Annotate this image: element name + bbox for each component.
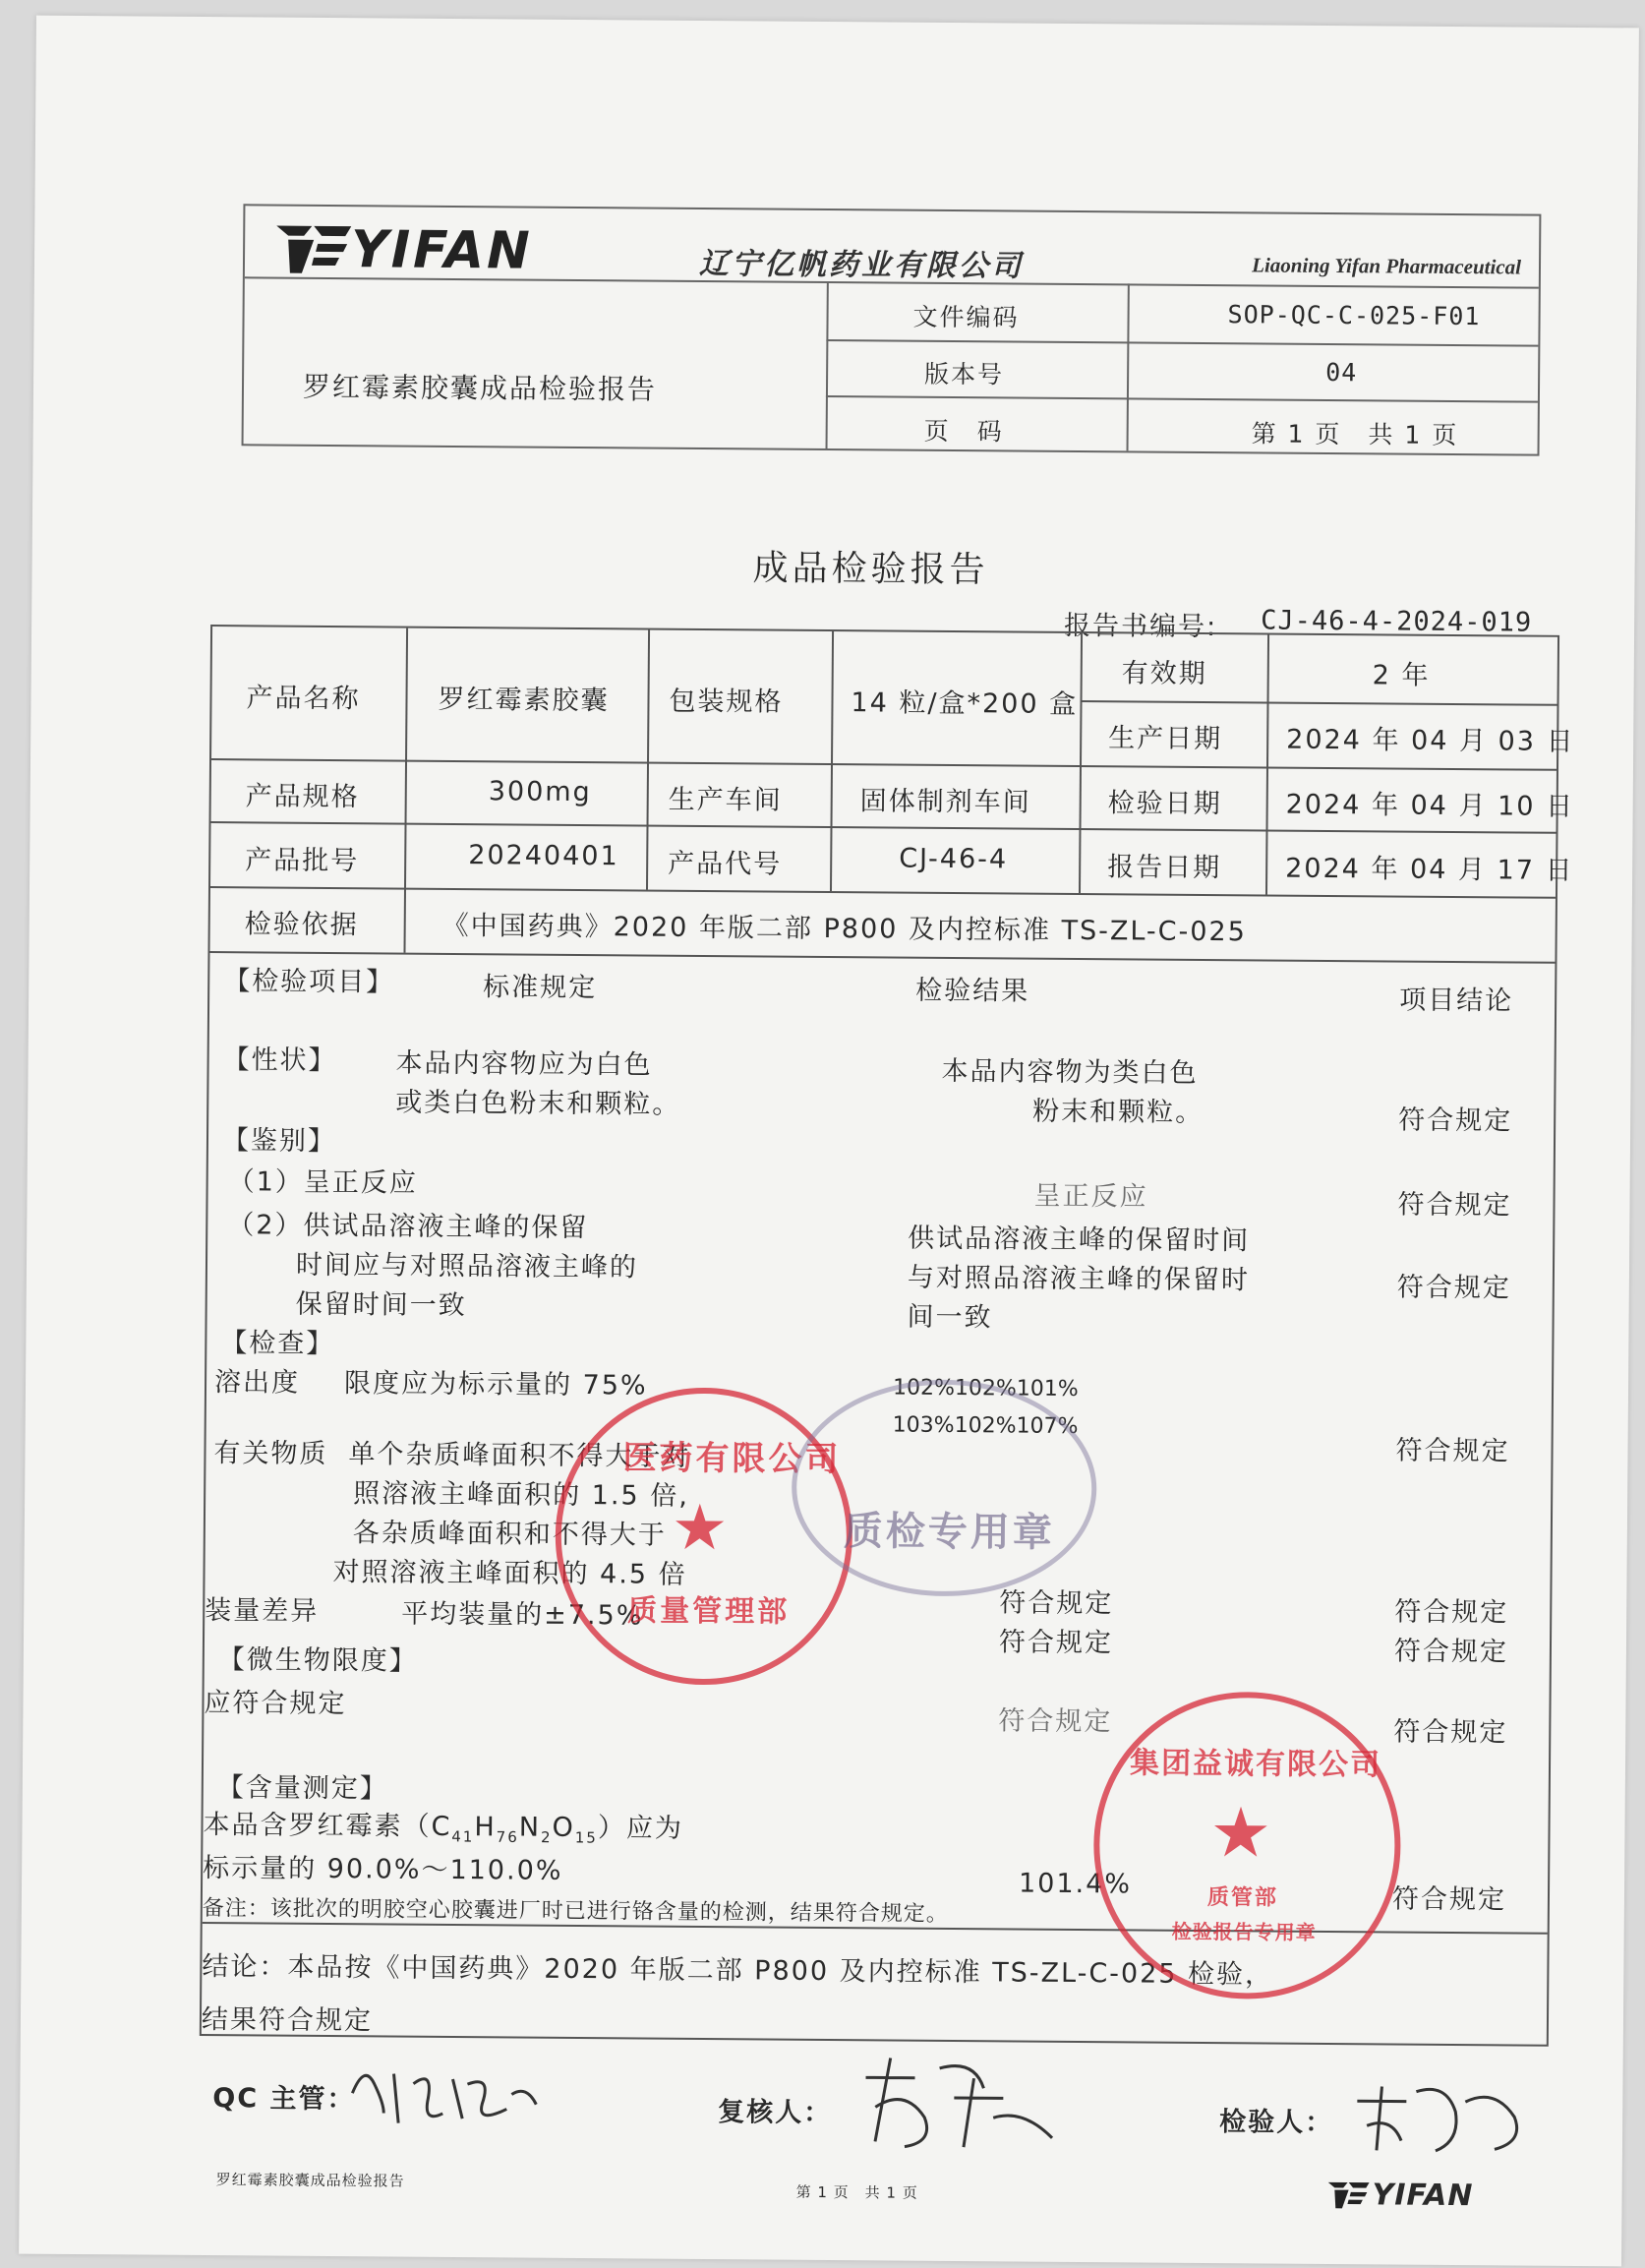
id2-std-3: 保留时间一致 [295, 1288, 467, 1322]
col-result: 检验结果 [915, 975, 1030, 1007]
document-title: 罗红霉素胶囊成品检验报告 [302, 370, 658, 406]
validity-label: 有效期 [1121, 658, 1207, 690]
seal-top-text: 医药有限公司 [622, 1438, 842, 1480]
assay-heading: 【含量测定】 [216, 1772, 388, 1805]
test-date-label: 检验日期 [1107, 788, 1222, 820]
spec-value: 300mg [488, 776, 592, 808]
batch-label: 产品批号 [245, 845, 360, 877]
formula-sub-o: 15 [574, 1828, 598, 1847]
col-item: 【检验项目】 [223, 966, 395, 998]
batch-value: 20240401 [468, 840, 619, 872]
id2-std-1: （2）供试品溶液主峰的保留 [227, 1210, 589, 1244]
id2-res-2: 与对照品溶液主峰的保留时 [907, 1262, 1251, 1296]
related-result: 符合规定 [999, 1587, 1114, 1620]
partner-seal-star-icon: ★ [1209, 1792, 1272, 1874]
remark: 备注：该批次的明胶空心胶囊进厂时已进行铬含量的检测，结果符合规定。 [202, 1896, 949, 1927]
assay-std-text-e: ）应为 [597, 1813, 684, 1844]
assay-standard-2: 标示量的 90.0%～110.0% [203, 1853, 563, 1886]
report-number: CJ-46-4-2024-019 [1261, 605, 1533, 638]
report-title: 成品检验报告 [752, 548, 989, 591]
inspector-label: 检验人： [1219, 2107, 1334, 2139]
company-name-en: Liaoning Yifan Pharmaceutical [1252, 253, 1522, 279]
reviewer-signature-icon [846, 2048, 1063, 2158]
formula-sub-n: 2 [540, 1828, 553, 1847]
related-conclusion: 符合规定 [1394, 1596, 1509, 1629]
validity-value: 2 年 [1372, 660, 1431, 691]
assay-std-text-a: 本品含罗红霉素（C [203, 1810, 452, 1843]
check-heading: 【检查】 [220, 1328, 335, 1360]
version-value: 04 [1325, 357, 1358, 388]
footer-logo-icon [1326, 2178, 1370, 2213]
report-date-value: 2024 年 04 月 17 日 [1285, 853, 1574, 886]
company-name-cn: 辽宁亿帆药业有限公司 [698, 246, 1025, 284]
appearance-conclusion: 符合规定 [1398, 1104, 1513, 1137]
dissolution-conclusion: 符合规定 [1395, 1435, 1510, 1467]
qc-supervisor-label: QC 主管： [212, 2083, 356, 2116]
reviewer-label: 复核人： [718, 2097, 833, 2129]
col-standard: 标准规定 [483, 972, 598, 1004]
document-page [19, 16, 1639, 2267]
weight-standard: 平均装量的±7.5% [401, 1598, 644, 1632]
package-label: 包装规格 [669, 686, 784, 718]
related-std-2: 照溶液主峰面积的 1.5 倍, [353, 1478, 689, 1512]
micro-conclusion: 符合规定 [1393, 1716, 1508, 1749]
workshop-label: 生产车间 [668, 784, 783, 816]
related-std-4: 对照溶液主峰面积的 4.5 倍 [332, 1557, 687, 1590]
dissolution-label: 溶出度 [213, 1367, 301, 1399]
basis-value: 《中国药典》2020 年版二部 P800 及内控标准 TS-ZL-C-025 [441, 910, 1247, 948]
id1-result: 呈正反应 [1033, 1180, 1148, 1213]
id2-std-2: 时间应与对照品溶液主峰的 [295, 1249, 639, 1283]
report-date-label: 报告日期 [1107, 852, 1222, 884]
footer-logo-text: YIFAN [1372, 2178, 1474, 2214]
product-code-label: 产品代号 [668, 848, 783, 880]
formula-sub-c: 41 [451, 1827, 475, 1846]
id1-standard: （1）呈正反应 [227, 1166, 418, 1199]
partner-seal-mid-text: 质管部 [1206, 1885, 1279, 1911]
assay-formula-line [203, 1803, 683, 1847]
mfg-date-label: 生产日期 [1108, 723, 1223, 755]
appearance-std-1: 本品内容物应为白色 [395, 1047, 653, 1081]
conclusion-line-1: 结论：本品按《中国药典》2020 年版二部 P800 及内控标准 TS-ZL-C-025 检验， [202, 1951, 1274, 1991]
mfg-date-value: 2024 年 04 月 03 日 [1286, 724, 1575, 757]
id2-conclusion: 符合规定 [1396, 1272, 1511, 1304]
dissolution-standard: 限度应为标示量的 75% [343, 1368, 648, 1402]
qc-signature-icon [344, 2054, 542, 2134]
version-label: 版本号 [924, 359, 1005, 389]
weight-conclusion: 符合规定 [1393, 1636, 1509, 1668]
appearance-heading: 【性状】 [222, 1044, 337, 1077]
package-value: 14 粒/盒*200 盒 [851, 687, 1079, 720]
test-date-value: 2024 年 04 月 10 日 [1285, 789, 1575, 822]
appearance-res-1: 本品内容物为类白色 [941, 1055, 1199, 1089]
assay-result: 101.4% [1018, 1868, 1133, 1900]
appearance-std-2: 或类白色粉末和颗粒。 [395, 1087, 681, 1120]
identification-heading: 【鉴别】 [221, 1125, 337, 1158]
footer-page: 第 1 页 共 1 页 [795, 2182, 918, 2202]
yifan-logo-icon [274, 222, 353, 278]
micro-heading: 【微生物限度】 [217, 1644, 418, 1677]
basis-label: 检验依据 [244, 909, 359, 941]
company-logo-text: YIFAN [350, 220, 533, 281]
qc-seal-text: 质检专用章 [843, 1509, 1056, 1556]
micro-standard: 应符合规定 [204, 1688, 347, 1720]
page-label: 页 码 [923, 416, 1004, 447]
report-number-label: 报告书编号: [1063, 610, 1218, 643]
product-code-value: CJ-46-4 [899, 843, 1009, 875]
micro-result: 符合规定 [998, 1705, 1113, 1738]
seal-star-icon: ★ [671, 1491, 729, 1566]
weight-result: 符合规定 [998, 1627, 1114, 1659]
appearance-res-2: 粉末和颗粒。 [1032, 1096, 1204, 1128]
seal-bottom-text: 质量管理部 [627, 1593, 791, 1630]
inspection-table [200, 625, 1575, 2047]
product-name-label: 产品名称 [246, 683, 361, 715]
workshop-value: 固体制剂车间 [859, 786, 1031, 818]
doc-code-value: SOP-QC-C-025-F01 [1227, 300, 1481, 331]
formula-sub-h: 76 [496, 1827, 519, 1846]
inspector-signature-icon [1347, 2071, 1535, 2161]
weight-label: 装量差异 [205, 1595, 320, 1627]
id1-conclusion: 符合规定 [1397, 1189, 1512, 1222]
page-value: 第 1 页 共 1 页 [1251, 419, 1459, 450]
id2-res-3: 间一致 [907, 1301, 993, 1334]
related-std-1: 单个杂质峰面积不得大于对 [348, 1439, 691, 1472]
assay-std-text-c: N [518, 1812, 542, 1843]
footer-doc-title: 罗红霉素胶囊成品检验报告 [215, 2171, 405, 2190]
dissolution-result-2: 103%102%107% [892, 1412, 1079, 1439]
assay-conclusion: 符合规定 [1391, 1883, 1507, 1916]
document-header [242, 204, 1542, 455]
id2-res-1: 供试品溶液主峰的保留时间 [908, 1223, 1251, 1257]
dissolution-result-1: 102%102%101% [892, 1375, 1079, 1402]
conclusion-line-2: 结果符合规定 [201, 2004, 374, 2037]
related-std-3: 各杂质峰面积和不得大于 [352, 1518, 667, 1551]
col-conclusion: 项目结论 [1399, 985, 1514, 1017]
related-label: 有关物质 [213, 1438, 328, 1470]
doc-code-label: 文件编码 [912, 302, 1020, 332]
partner-seal-top-text: 集团益诚有限公司 [1129, 1746, 1382, 1783]
product-name-value: 罗红霉素胶囊 [438, 684, 610, 717]
assay-std-text-b: H [474, 1812, 497, 1843]
spec-label: 产品规格 [245, 781, 360, 813]
assay-std-text-d: O [552, 1812, 576, 1843]
partner-seal-bottom-text: 检验报告专用章 [1171, 1919, 1317, 1944]
